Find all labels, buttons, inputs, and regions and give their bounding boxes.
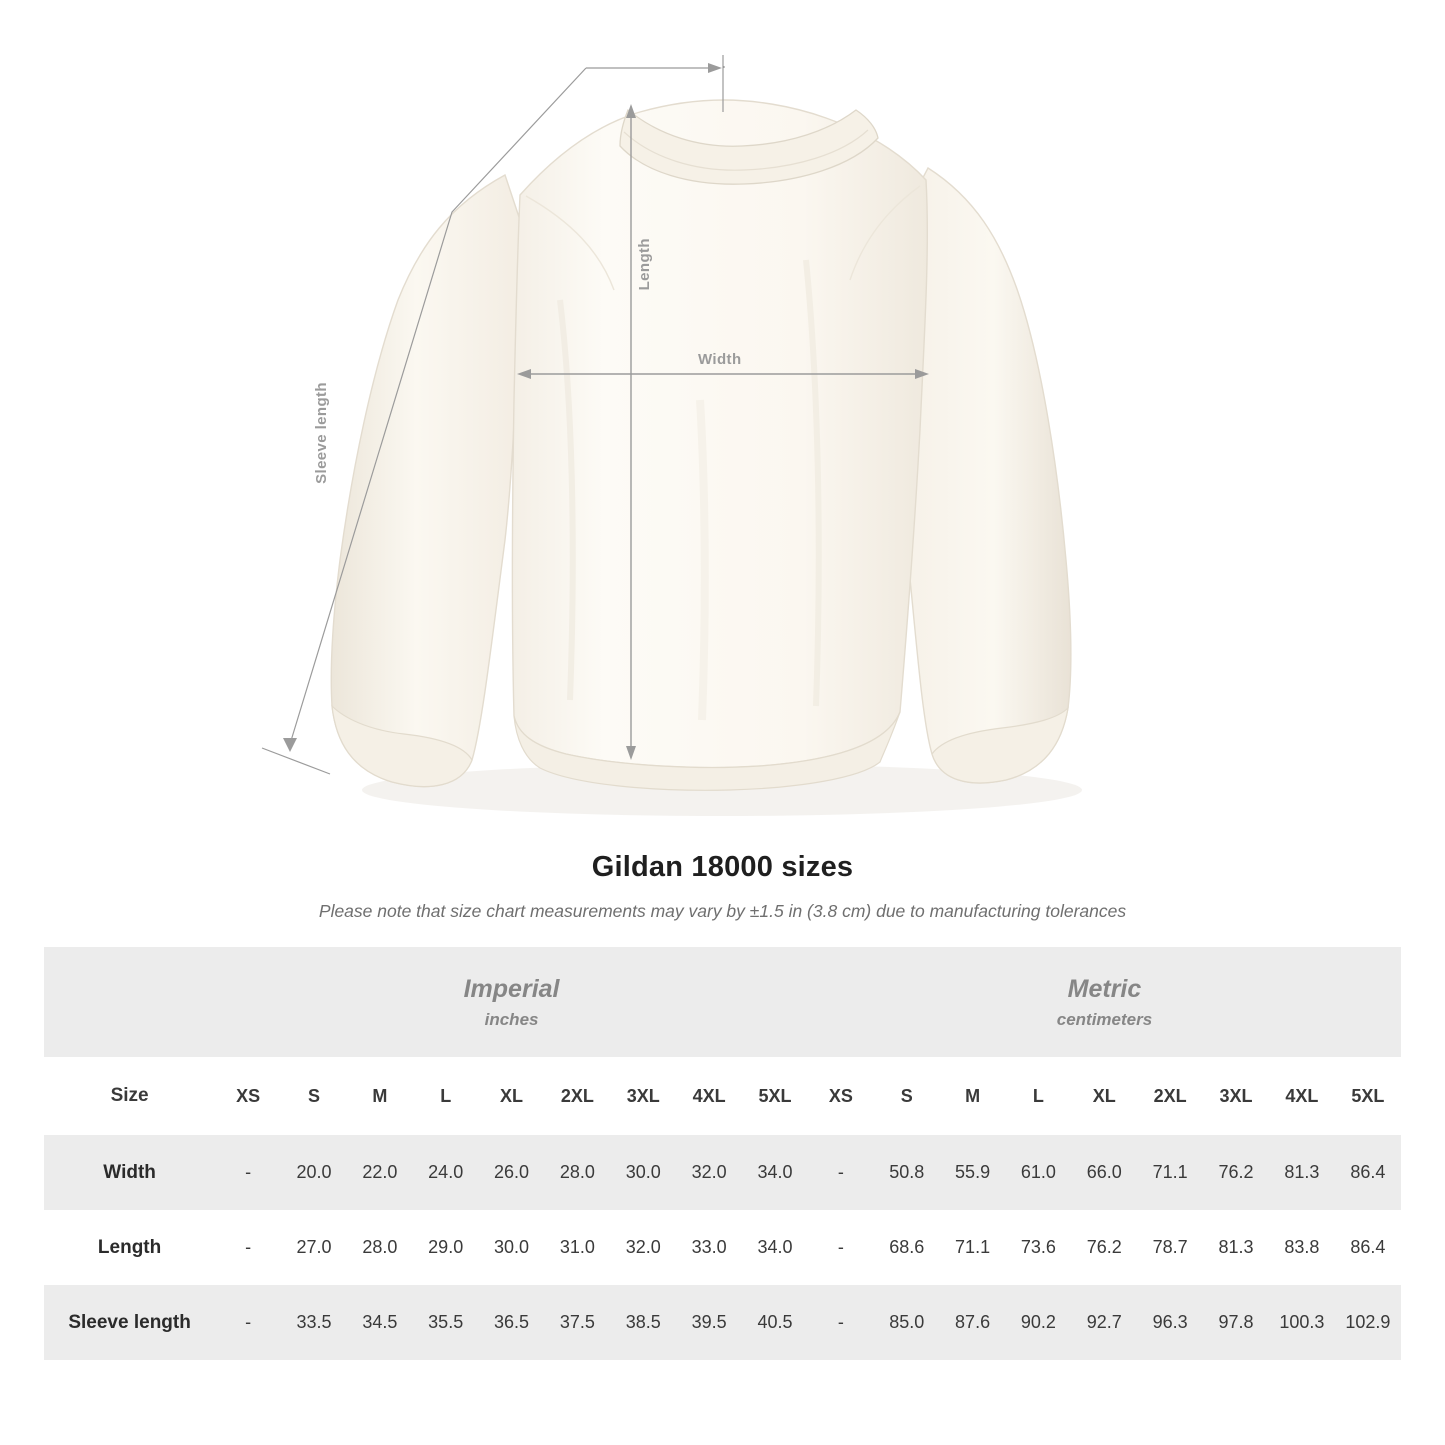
unit-header-metric-title: Metric: [1067, 975, 1142, 1004]
cell-sleeve-imperial-s: 33.5: [296, 1312, 332, 1332]
cell-length-imperial-l: 29.0: [428, 1237, 464, 1257]
sleeve-length-dimension-label: Sleeve length: [313, 382, 330, 484]
column-header-imperial-l: L: [440, 1085, 452, 1106]
unit-header-imperial-title: Imperial: [463, 975, 560, 1004]
title-block: [0, 851, 1445, 922]
cell-width-imperial-m: 22.0: [362, 1162, 398, 1182]
cell-sleeve-metric-m: 87.6: [955, 1312, 991, 1332]
cell-length-metric-xl: 76.2: [1086, 1237, 1122, 1257]
cell-sleeve-metric-xl: 92.7: [1086, 1312, 1122, 1332]
column-header-imperial-2xl: 2XL: [560, 1085, 594, 1106]
size-header-row: [44, 1057, 1401, 1135]
column-header-metric-m: M: [965, 1085, 981, 1106]
cell-sleeve-imperial-3xl: 38.5: [625, 1312, 661, 1332]
column-header-metric-l: L: [1032, 1085, 1044, 1106]
page-title: Gildan 18000 sizes: [591, 851, 854, 883]
unit-header-metric-sub: centimeters: [1056, 1009, 1153, 1029]
cell-sleeve-imperial-xs: -: [245, 1312, 252, 1332]
cell-sleeve-imperial-m: 34.5: [362, 1312, 398, 1332]
column-header-imperial-3xl: 3XL: [626, 1085, 660, 1106]
cell-length-metric-s: 68.6: [889, 1237, 925, 1257]
cell-length-imperial-m: 28.0: [362, 1237, 398, 1257]
column-header-metric-2xl: 2XL: [1153, 1085, 1187, 1106]
table-row: [44, 1135, 1401, 1210]
column-header-imperial-4xl: 4XL: [692, 1085, 726, 1106]
cell-length-metric-2xl: 78.7: [1152, 1237, 1188, 1257]
unit-header-row: [44, 947, 1401, 1057]
cell-sleeve-imperial-4xl: 39.5: [691, 1312, 727, 1332]
cell-width-metric-4xl: 81.3: [1284, 1162, 1320, 1182]
cell-length-imperial-xl: 30.0: [494, 1237, 530, 1257]
column-header-metric-4xl: 4XL: [1285, 1085, 1319, 1106]
row-label-width: Width: [103, 1161, 156, 1183]
table-row: [44, 1285, 1401, 1360]
cell-width-metric-m: 55.9: [955, 1162, 991, 1182]
column-header-metric-xs: XS: [828, 1085, 853, 1106]
cell-width-metric-2xl: 71.1: [1152, 1162, 1188, 1182]
column-header-imperial-m: M: [372, 1085, 388, 1106]
cell-width-imperial-xl: 26.0: [494, 1162, 530, 1182]
cell-length-imperial-5xl: 34.0: [757, 1237, 793, 1257]
cell-width-imperial-l: 24.0: [428, 1162, 464, 1182]
unit-header-imperial-sub: inches: [484, 1009, 539, 1029]
cell-sleeve-metric-5xl: 102.9: [1345, 1312, 1391, 1332]
cell-width-imperial-2xl: 28.0: [559, 1162, 595, 1182]
cell-width-imperial-4xl: 32.0: [691, 1162, 727, 1182]
cell-width-metric-5xl: 86.4: [1350, 1162, 1386, 1182]
column-header-metric-xl: XL: [1092, 1085, 1116, 1106]
column-header-imperial-s: S: [307, 1085, 320, 1106]
cell-width-metric-l: 61.0: [1020, 1162, 1056, 1182]
cell-length-imperial-s: 27.0: [296, 1237, 332, 1257]
column-header-imperial-xl: XL: [500, 1085, 524, 1106]
width-dimension-label: Width: [698, 351, 742, 368]
cell-length-metric-3xl: 81.3: [1218, 1237, 1254, 1257]
cell-length-imperial-xs: -: [245, 1237, 252, 1257]
column-header-imperial-5xl: 5XL: [758, 1085, 792, 1106]
cell-sleeve-metric-s: 85.0: [889, 1312, 925, 1332]
cell-sleeve-metric-4xl: 100.3: [1279, 1312, 1325, 1332]
unit-header-imperial: [215, 947, 808, 1057]
table-row: [44, 1210, 1401, 1285]
cell-length-metric-xs: -: [837, 1237, 844, 1257]
cell-length-imperial-4xl: 33.0: [691, 1237, 727, 1257]
cell-length-imperial-3xl: 32.0: [625, 1237, 661, 1257]
cell-sleeve-imperial-5xl: 40.5: [757, 1312, 793, 1332]
cell-length-imperial-2xl: 31.0: [559, 1237, 595, 1257]
cell-sleeve-imperial-2xl: 37.5: [559, 1312, 595, 1332]
cell-width-imperial-xs: -: [245, 1162, 252, 1182]
cell-length-metric-l: 73.6: [1020, 1237, 1056, 1257]
cell-length-metric-4xl: 83.8: [1284, 1237, 1320, 1257]
cell-sleeve-metric-2xl: 96.3: [1152, 1312, 1188, 1332]
cell-width-imperial-3xl: 30.0: [625, 1162, 661, 1182]
cell-sleeve-metric-l: 90.2: [1020, 1312, 1056, 1332]
column-header-imperial-xs: XS: [236, 1085, 261, 1106]
column-header-metric-3xl: 3XL: [1219, 1085, 1253, 1106]
cell-width-imperial-5xl: 34.0: [757, 1162, 793, 1182]
cell-width-imperial-s: 20.0: [296, 1162, 332, 1182]
cell-width-metric-3xl: 76.2: [1218, 1162, 1254, 1182]
cell-length-metric-5xl: 86.4: [1350, 1237, 1386, 1257]
size-table: [44, 947, 1401, 1360]
cell-width-metric-s: 50.8: [889, 1162, 925, 1182]
unit-header-spacer: [44, 947, 215, 1057]
tolerance-note: Please note that size chart measurements may vary by ±1.5 in (3.8 cm) due to manufacturing tolerances: [318, 901, 1127, 921]
cell-sleeve-metric-3xl: 97.8: [1218, 1312, 1254, 1332]
cell-sleeve-imperial-xl: 36.5: [494, 1312, 530, 1332]
column-header-size: Size: [110, 1085, 149, 1106]
unit-header-metric: [808, 947, 1401, 1057]
column-header-metric-s: S: [900, 1085, 913, 1106]
length-dimension-label: Length: [636, 238, 653, 291]
cell-width-metric-xs: -: [837, 1162, 844, 1182]
cell-width-metric-xl: 66.0: [1086, 1162, 1122, 1182]
cell-sleeve-imperial-l: 35.5: [428, 1312, 464, 1332]
cell-sleeve-metric-xs: -: [837, 1312, 844, 1332]
row-label-length: Length: [97, 1236, 162, 1258]
row-label-sleeve-length: Sleeve length: [68, 1311, 191, 1333]
column-header-metric-5xl: 5XL: [1351, 1085, 1385, 1106]
size-table-container: [44, 947, 1401, 1360]
cell-length-metric-m: 71.1: [955, 1237, 991, 1257]
